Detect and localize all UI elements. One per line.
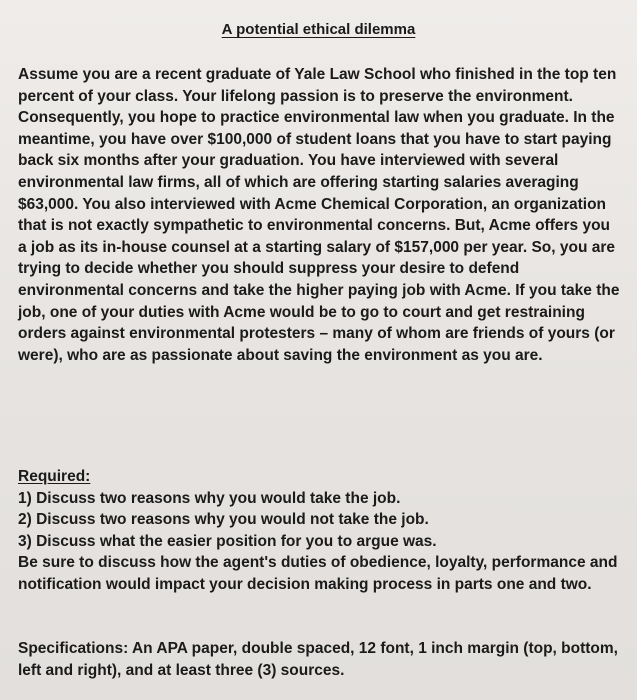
required-item: 1) Discuss two reasons why you would take the job. <box>18 489 401 507</box>
required-heading: Required: <box>18 468 91 485</box>
document-title <box>0 20 637 40</box>
scenario-paragraph: Assume you are a recent graduate of Yale Law School who finished in the top ten percent of your class. Your lifelong passion is to preserve the environment. Consequently, you hope to practice environmental law when you graduate. In the meantime, you have over $100,000 of student loans that you have to start paying back six months after your graduation. You have interviewed with several environmental law firms, all of which are offering starting salaries averaging $63,000. You also interviewed with Acme Chemical Corporation, an organization that is not exactly sympathetic to environmental concerns. But, Acme offers you a job as its in-house counsel at a starting salary of $157,000 per year. So, you are trying to decide whether you should suppress your desire to defend environmental concerns and take the higher paying job with Acme. If you take the job, one of your duties with Acme would be to go to court and get restraining orders against environmental protesters – many of whom are friends of yours (or were), who are as passionate about saving the environment as you are. <box>18 66 620 364</box>
required-note: Be sure to discuss how the agent's duties of obedience, loyalty, performance and notification would impact your decision making process in parts one and two. <box>18 554 618 593</box>
required-item: 2) Discuss two reasons why you would not take the job. <box>18 511 429 529</box>
document-title-text: A potential ethical dilemma <box>221 21 416 38</box>
specifications-paragraph: Specifications: An APA paper, double spaced, 12 font, 1 inch margin (top, bottom, left and right), and at least three (3) sources. <box>18 640 618 679</box>
required-item: 3) Discuss what the easier position for you to argue was. <box>18 532 437 550</box>
required-section <box>18 466 622 596</box>
